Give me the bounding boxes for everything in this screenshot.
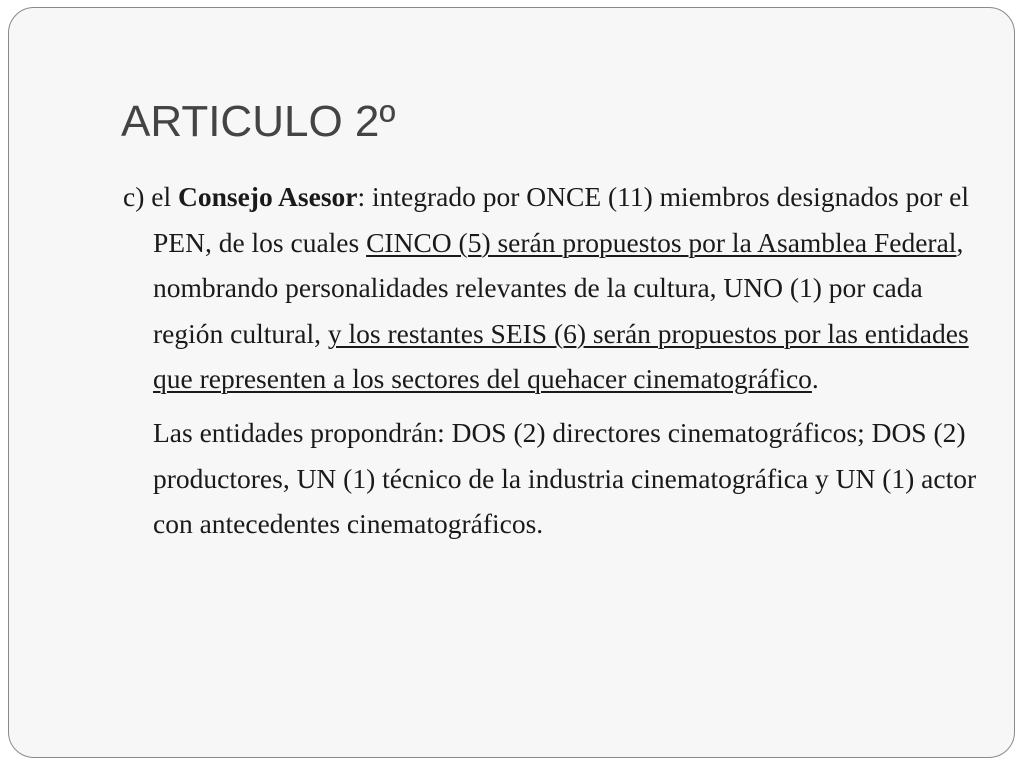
underlined-text-entidades: y los restantes SEIS (6) serán propuestos por las entidades que representen a los sectores del quehacer cinematográfico	[153, 317, 969, 395]
paragraph-consejo-asesor	[123, 174, 983, 402]
paragraph-text: , nombrando personalidades relevantes de la cultura, UNO (1) por cada región cultural,	[153, 226, 964, 349]
underlined-text-asamblea: CINCO (5) serán propuestos por la Asamblea Federal	[366, 226, 957, 258]
paragraph-text: : integrado por ONCE (11) miembros designados por el PEN, de los cuales	[153, 181, 969, 258]
paragraph-text: c) el	[123, 181, 178, 212]
paragraph-entidades: Las entidades propondrán: DOS (2) directores cinematográficos; DOS (2) productores, UN (1) técnico de la industria cinematográfica y UN (1) actor con antecedentes cinematográficos.	[153, 416, 977, 540]
slide-title: ARTICULO 2º	[121, 97, 396, 146]
paragraph-text: .	[811, 363, 819, 395]
bold-term-consejo-asesor: Consejo Asesor	[177, 181, 358, 212]
slide-frame	[8, 7, 1015, 758]
slide-body	[123, 174, 983, 547]
